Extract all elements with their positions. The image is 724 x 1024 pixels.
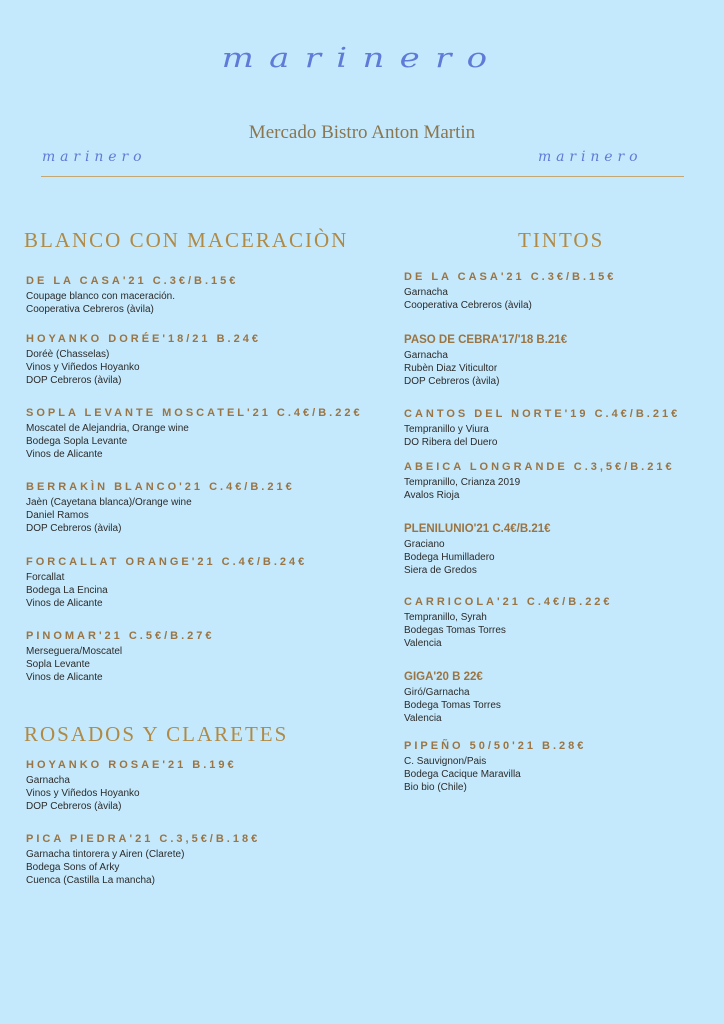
wine-detail: DO Ribera del Duero (404, 437, 498, 448)
wine-item (404, 671, 724, 725)
wine-name-price: GIGA'20 B 22€ (404, 671, 483, 683)
section-heading-tintos: TINTOS (518, 228, 605, 252)
wine-detail: Bodega Sopla Levante (26, 436, 128, 447)
wine-detail: Bodega Tomas Torres (404, 700, 501, 711)
wine-name-price: DE LA CASA'21 C.3€/B.15€ (26, 275, 239, 287)
wine-detail: DOP Cebreros (àvila) (404, 376, 500, 387)
wine-detail: DOP Cebreros (àvila) (26, 801, 122, 812)
wine-detail: Garnacha (404, 287, 448, 298)
wine-detail: C. Sauvignon/Pais (404, 756, 487, 767)
wine-name-price: CARRICOLA'21 C.4€/B.22€ (404, 596, 613, 608)
wine-detail: Doréè (Chasselas) (26, 349, 110, 360)
wine-name-price: CANTOS DEL NORTE'19 C.4€/B.21€ (404, 408, 681, 420)
wine-item (404, 596, 724, 650)
wine-detail: Rubèn Diaz Viticultor (404, 363, 498, 374)
wine-name-price: HOYANKO ROSAE'21 B.19€ (26, 759, 237, 771)
wine-detail: Vinos y Viñedos Hoyanko (26, 362, 140, 373)
wine-detail: DOP Cebreros (àvila) (26, 523, 122, 534)
restaurant-subtitle: Mercado Bistro Anton Martin (248, 122, 476, 143)
wine-item (26, 275, 386, 316)
wine-detail: Valencia (404, 713, 442, 724)
section-heading-blanco: BLANCO CON MACERACIÒN (24, 228, 349, 252)
wine-name-price: BERRAKÌN BLANCO'21 C.4€/B.21€ (26, 481, 295, 493)
wine-name-price: FORCALLAT ORANGE'21 C.4€/B.24€ (26, 556, 308, 568)
wine-name-price: PASO DE CEBRA'17/'18 B.21€ (404, 334, 568, 346)
wine-name-price: PICA PIEDRA'21 C.3,5€/B.18€ (26, 833, 261, 845)
wine-detail: Vinos de Alicante (26, 449, 103, 460)
wine-detail: Bio bio (Chile) (404, 782, 467, 793)
wine-detail: Bodegas Tomas Torres (404, 625, 506, 636)
wine-detail: Merseguera/Moscatel (26, 646, 123, 657)
wine-item (404, 523, 724, 577)
wine-detail: Jaèn (Cayetana blanca)/Orange wine (26, 497, 192, 508)
wine-item (404, 740, 724, 794)
wine-name-price: HOYANKO DORÉE'18/21 B.24€ (26, 333, 261, 345)
wine-detail: Tempranillo, Syrah (404, 612, 487, 623)
wine-detail: Garnacha (26, 775, 70, 786)
wine-item (26, 556, 386, 610)
wine-detail: Vinos y Viñedos Hoyanko (26, 788, 140, 799)
wine-item (26, 759, 386, 813)
wine-item (26, 333, 386, 387)
wine-item (404, 408, 724, 449)
divider (41, 176, 684, 177)
wine-detail: Coupage blanco con maceración. (26, 291, 175, 302)
wine-detail: Graciano (404, 539, 445, 550)
wine-detail: Cooperativa Cebreros (àvila) (404, 300, 532, 311)
wine-name-price: SOPLA LEVANTE MOSCATEL'21 C.4€/B.22€ (26, 407, 363, 419)
logo-small-left: marinero (42, 149, 147, 165)
wine-detail: Tempranillo y Viura (404, 424, 489, 435)
wine-name-price: PLENILUNIO'21 C.4€/B.21€ (404, 523, 551, 535)
wine-detail: Bodega La Encina (26, 585, 108, 596)
wine-detail: Garnacha tintorera y Airen (Clarete) (26, 849, 185, 860)
wine-item (26, 481, 386, 535)
wine-item (404, 461, 724, 502)
wine-item (26, 833, 386, 887)
wine-detail: Valencia (404, 638, 442, 649)
wine-name-price: PIPEÑO 50/50'21 B.28€ (404, 740, 587, 752)
wine-item (404, 271, 724, 312)
wine-detail: Cuenca (Castilla La mancha) (26, 875, 155, 886)
wine-detail: Vinos de Alicante (26, 598, 103, 609)
wine-detail: Avalos Rioja (404, 490, 460, 501)
logo: marinero (221, 42, 503, 74)
wine-detail: Moscatel de Alejandria, Orange wine (26, 423, 189, 434)
wine-detail: Bodega Sons of Arky (26, 862, 120, 873)
wine-detail: Giró/Garnacha (404, 687, 470, 698)
wine-detail: Sopla Levante (26, 659, 90, 670)
wine-detail: Forcallat (26, 572, 65, 583)
section-heading-rosados: ROSADOS Y CLARETES (24, 722, 289, 746)
wine-detail: Cooperativa Cebreros (àvila) (26, 304, 154, 315)
wine-detail: Vinos de Alicante (26, 672, 103, 683)
wine-detail: DOP Cebreros (àvila) (26, 375, 122, 386)
wine-name-price: PINOMAR'21 C.5€/B.27€ (26, 630, 215, 642)
wine-detail: Tempranillo, Crianza 2019 (404, 477, 521, 488)
wine-detail: Siera de Gredos (404, 565, 477, 576)
wine-detail: Bodega Humilladero (404, 552, 495, 563)
wine-detail: Bodega Cacique Maravilla (404, 769, 521, 780)
wine-item (404, 334, 724, 388)
wine-item (26, 630, 386, 684)
wine-detail: Garnacha (404, 350, 448, 361)
wine-name-price: DE LA CASA'21 C.3€/B.15€ (404, 271, 617, 283)
wine-detail: Daniel Ramos (26, 510, 89, 521)
wine-name-price: ABEICA LONGRANDE C.3,5€/B.21€ (404, 461, 675, 473)
logo-small-right: marinero (538, 149, 643, 165)
wine-item (26, 407, 386, 461)
